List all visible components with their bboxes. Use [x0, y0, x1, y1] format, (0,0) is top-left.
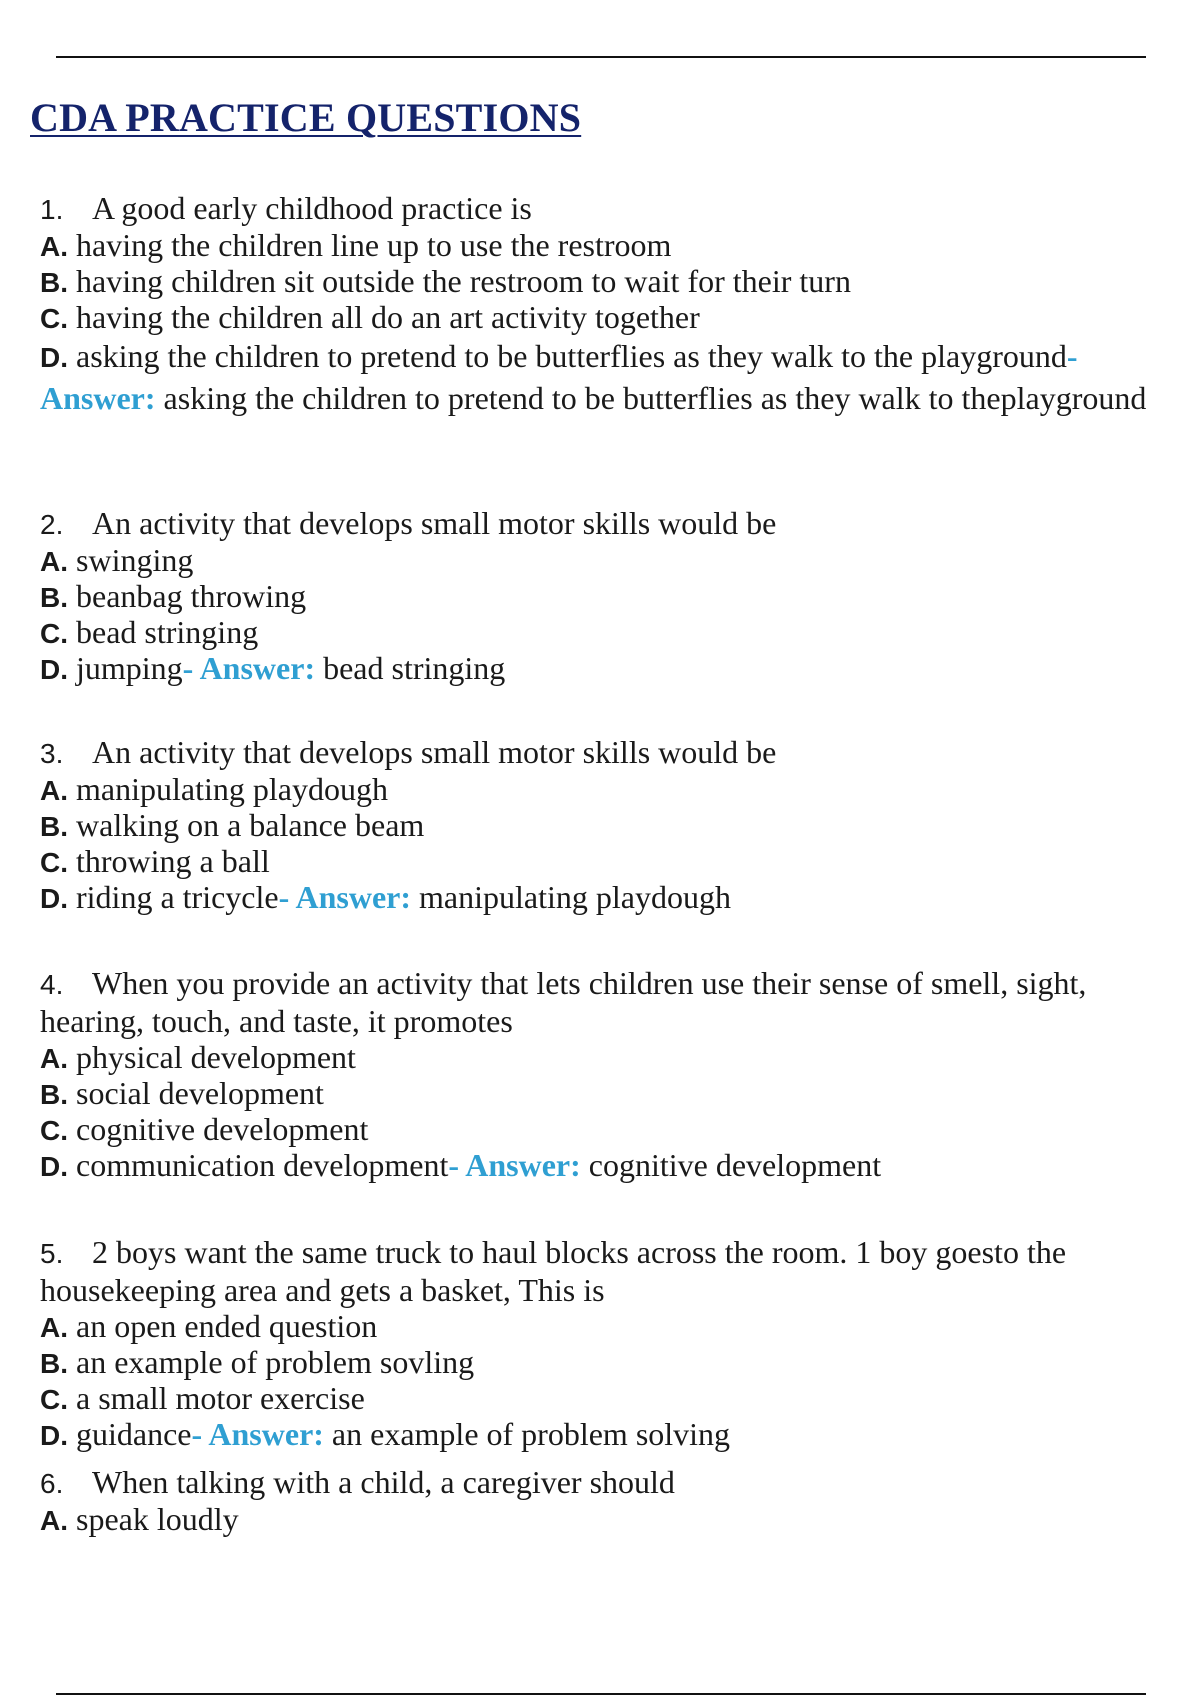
option-b	[40, 579, 1150, 615]
option-letter: D.	[40, 1151, 68, 1182]
option-text: having the children line up to use the restroom	[76, 227, 672, 263]
option-text: guidance	[76, 1416, 192, 1452]
option-d	[40, 651, 1150, 687]
question-stem	[40, 505, 1150, 543]
answer-separator: -	[448, 1147, 466, 1183]
question-6	[40, 1464, 1150, 1538]
option-letter: B.	[40, 1348, 68, 1379]
question-number: 2.	[40, 509, 64, 540]
option-text: communication development	[76, 1147, 449, 1183]
option-text: asking the children to pretend to be butterflies as they walk to the playground	[76, 338, 1067, 374]
question-stem	[40, 1234, 1150, 1309]
option-a	[40, 228, 1150, 264]
option-letter: B.	[40, 267, 68, 298]
page-title: CDA PRACTICE QUESTIONS	[30, 95, 582, 140]
answer-label: Answer:	[295, 879, 411, 915]
question-text: When you provide an activity that lets children use their sense of smell, sight, hearing, touch, and taste, it promotes	[40, 965, 1087, 1039]
option-letter: A.	[40, 1043, 68, 1074]
answer-label: Answer:	[465, 1147, 581, 1183]
option-text: riding a tricycle	[76, 879, 279, 915]
option-a	[40, 772, 1150, 808]
option-a	[40, 543, 1150, 579]
option-a	[40, 1309, 1150, 1345]
option-text: physical development	[76, 1039, 356, 1075]
option-text: having the children all do an art activity together	[76, 299, 700, 335]
question-number: 5.	[40, 1238, 64, 1269]
question-stem	[40, 965, 1150, 1040]
question-stem	[40, 1464, 1150, 1502]
option-text: swinging	[76, 542, 194, 578]
top-rule	[56, 56, 1146, 58]
question-text: When talking with a child, a caregiver should	[92, 1464, 675, 1500]
question-text: A good early childhood practice is	[92, 190, 532, 226]
answer-label: Answer:	[40, 380, 156, 416]
question-stem	[40, 190, 1150, 228]
question-text: An activity that develops small motor skills would be	[92, 505, 777, 541]
option-letter: A.	[40, 1505, 68, 1536]
option-text: bead stringing	[76, 614, 259, 650]
option-text: beanbag throwing	[76, 578, 307, 614]
option-b	[40, 1345, 1150, 1381]
option-a	[40, 1502, 1150, 1538]
answer-label: Answer:	[199, 650, 316, 686]
option-text: social development	[76, 1075, 324, 1111]
option-letter: C.	[40, 618, 68, 649]
option-letter: D.	[40, 1420, 68, 1451]
answer-separator: -	[278, 879, 296, 915]
option-b	[40, 808, 1150, 844]
option-text: speak loudly	[76, 1501, 239, 1537]
option-text: jumping	[76, 650, 183, 686]
question-2	[40, 505, 1150, 687]
answer-text: bead stringing	[323, 650, 506, 686]
option-letter: D.	[40, 342, 68, 373]
option-text: having children sit outside the restroom to wait for their turn	[76, 263, 851, 299]
question-number: 6.	[40, 1468, 64, 1499]
option-d	[40, 336, 1150, 418]
option-letter: B.	[40, 582, 68, 613]
question-number: 3.	[40, 738, 64, 769]
answer-text: manipulating playdough	[419, 879, 731, 915]
answer-separator: -	[1066, 338, 1078, 374]
option-letter: B.	[40, 811, 68, 842]
option-d	[40, 880, 1150, 916]
option-letter: D.	[40, 654, 68, 685]
answer-separator: -	[191, 1416, 209, 1452]
bottom-rule	[56, 1693, 1146, 1695]
option-text: an open ended question	[76, 1308, 378, 1344]
option-text: an example of problem sovling	[76, 1344, 475, 1380]
option-letter: A.	[40, 1312, 68, 1343]
question-3	[40, 734, 1150, 916]
option-text: throwing a ball	[76, 843, 270, 879]
question-1	[40, 190, 1150, 418]
option-text: cognitive development	[76, 1111, 369, 1147]
question-stem	[40, 734, 1150, 772]
answer-text: an example of problem solving	[331, 1416, 731, 1452]
option-letter: A.	[40, 546, 68, 577]
option-letter: C.	[40, 303, 68, 334]
question-5	[40, 1234, 1150, 1453]
option-letter: A.	[40, 231, 68, 262]
option-b	[40, 1076, 1150, 1112]
question-number: 1.	[40, 194, 64, 225]
option-text: walking on a balance beam	[76, 807, 425, 843]
answer-text: cognitive development	[588, 1147, 882, 1183]
option-c	[40, 615, 1150, 651]
answer-text: asking the children to pretend to be butterflies as they walk to theplayground	[163, 380, 1147, 416]
option-text: a small motor exercise	[76, 1380, 365, 1416]
option-d	[40, 1148, 1150, 1184]
option-letter: C.	[40, 1384, 68, 1415]
question-number: 4.	[40, 969, 64, 1000]
option-a	[40, 1040, 1150, 1076]
option-b	[40, 264, 1150, 300]
option-text: manipulating playdough	[76, 771, 388, 807]
answer-separator: -	[182, 650, 200, 686]
option-letter: C.	[40, 847, 68, 878]
option-letter: D.	[40, 883, 68, 914]
answer-label: Answer:	[208, 1416, 324, 1452]
option-letter: C.	[40, 1115, 68, 1146]
question-text: 2 boys want the same truck to haul blocks across the room. 1 boy goesto the housekeeping area and gets a basket, This is	[40, 1234, 1067, 1308]
option-d	[40, 1417, 1150, 1453]
question-text: An activity that develops small motor skills would be	[92, 734, 777, 770]
question-4	[40, 965, 1150, 1184]
option-c	[40, 300, 1150, 336]
option-c	[40, 1112, 1150, 1148]
option-c	[40, 1381, 1150, 1417]
option-letter: A.	[40, 775, 68, 806]
option-letter: B.	[40, 1079, 68, 1110]
option-c	[40, 844, 1150, 880]
